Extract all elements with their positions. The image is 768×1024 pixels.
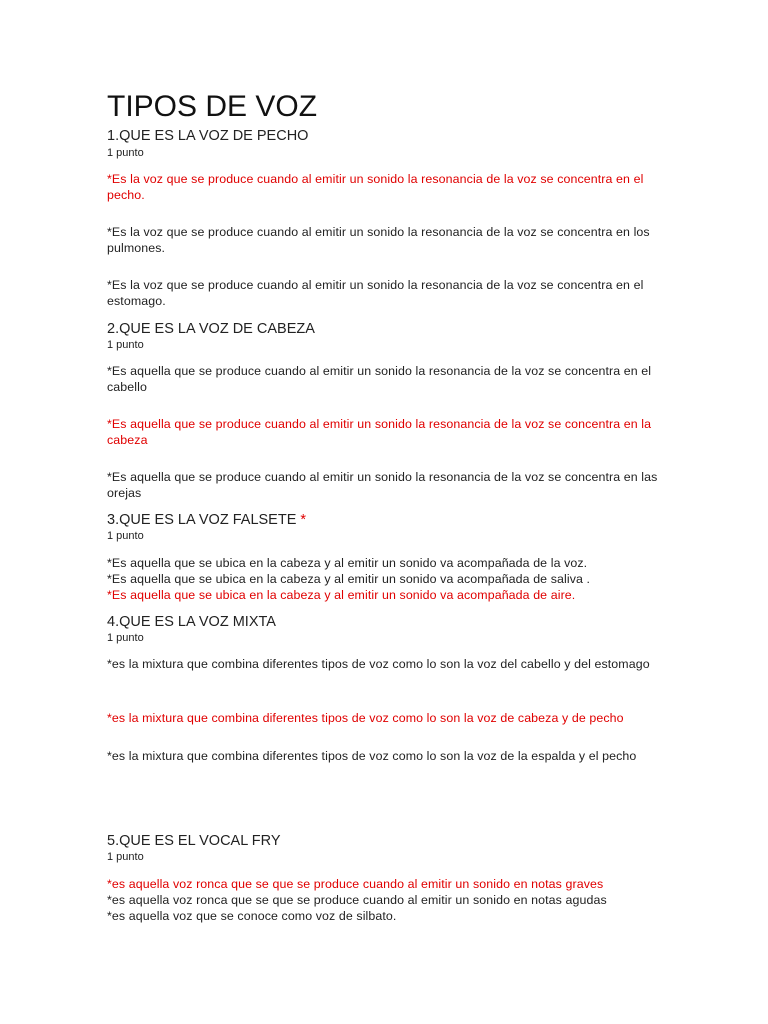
- question-4-option-2: *es la mixtura que combina diferentes tipos de voz como lo son la voz de cabeza y de pecho: [107, 711, 624, 725]
- question-5-option-2: *es aquella voz ronca que se que se produce cuando al emitir un sonido en notas agudas: [107, 893, 607, 907]
- page-title: TIPOS DE VOZ: [107, 90, 318, 123]
- question-2-option-3: *Es aquella que se produce cuando al emitir un sonido la resonancia de la voz se concentra en las orejas: [107, 470, 658, 500]
- question-4-heading: [107, 613, 276, 631]
- question-2-option-1: *Es aquella que se produce cuando al emitir un sonido la resonancia de la voz se concentra en el cabello: [107, 364, 652, 394]
- question-1-heading: [107, 127, 308, 145]
- question-3-option-2: *Es aquella que se ubica en la cabeza y al emitir un sonido va acompañada de saliva .: [107, 572, 591, 586]
- question-5-points: 1 punto: [107, 851, 144, 863]
- question-4-option-1: *es la mixtura que combina diferentes tipos de voz como lo son la voz del cabello y del estomago: [107, 657, 650, 671]
- question-2-heading: [107, 320, 315, 338]
- question-heading-text: 2.QUE ES LA VOZ DE CABEZA: [107, 321, 315, 337]
- question-2-option-2: *Es aquella que se produce cuando al emitir un sonido la resonancia de la voz se concentra en la cabeza: [107, 417, 652, 447]
- question-1-option-3: *Es la voz que se produce cuando al emitir un sonido la resonancia de la voz se concentra en el estomago.: [107, 278, 644, 308]
- question-4-points: 1 punto: [107, 632, 144, 644]
- question-heading-text: 4.QUE ES LA VOZ MIXTA: [107, 614, 276, 630]
- question-1-option-1: *Es la voz que se produce cuando al emitir un sonido la resonancia de la voz se concentra en el pecho.: [107, 172, 644, 202]
- question-heading-text: 5.QUE ES EL VOCAL FRY: [107, 833, 281, 849]
- question-5-option-1: *es aquella voz ronca que se que se produce cuando al emitir un sonido en notas graves: [107, 877, 604, 891]
- question-3-points: 1 punto: [107, 530, 144, 542]
- question-5-heading: [107, 832, 281, 850]
- question-4-option-3: *es la mixtura que combina diferentes tipos de voz como lo son la voz de la espalda y el pecho: [107, 749, 637, 763]
- question-heading-text: 1.QUE ES LA VOZ DE PECHO: [107, 128, 309, 144]
- question-3-option-1: *Es aquella que se ubica en la cabeza y al emitir un sonido va acompañada de la voz.: [107, 556, 588, 570]
- question-heading-text: 3.QUE ES LA VOZ FALSETE: [107, 512, 297, 528]
- question-3-option-3: *Es aquella que se ubica en la cabeza y al emitir un sonido va acompañada de aire.: [107, 588, 576, 602]
- question-1-option-2: *Es la voz que se produce cuando al emitir un sonido la resonancia de la voz se concentra en los pulmones.: [107, 225, 650, 255]
- question-3-heading: [107, 511, 306, 529]
- question-5-option-3: *es aquella voz que se conoce como voz de silbato.: [107, 909, 397, 923]
- required-asterisk: *: [300, 512, 307, 528]
- question-1-points: 1 punto: [107, 147, 144, 159]
- question-2-points: 1 punto: [107, 339, 144, 351]
